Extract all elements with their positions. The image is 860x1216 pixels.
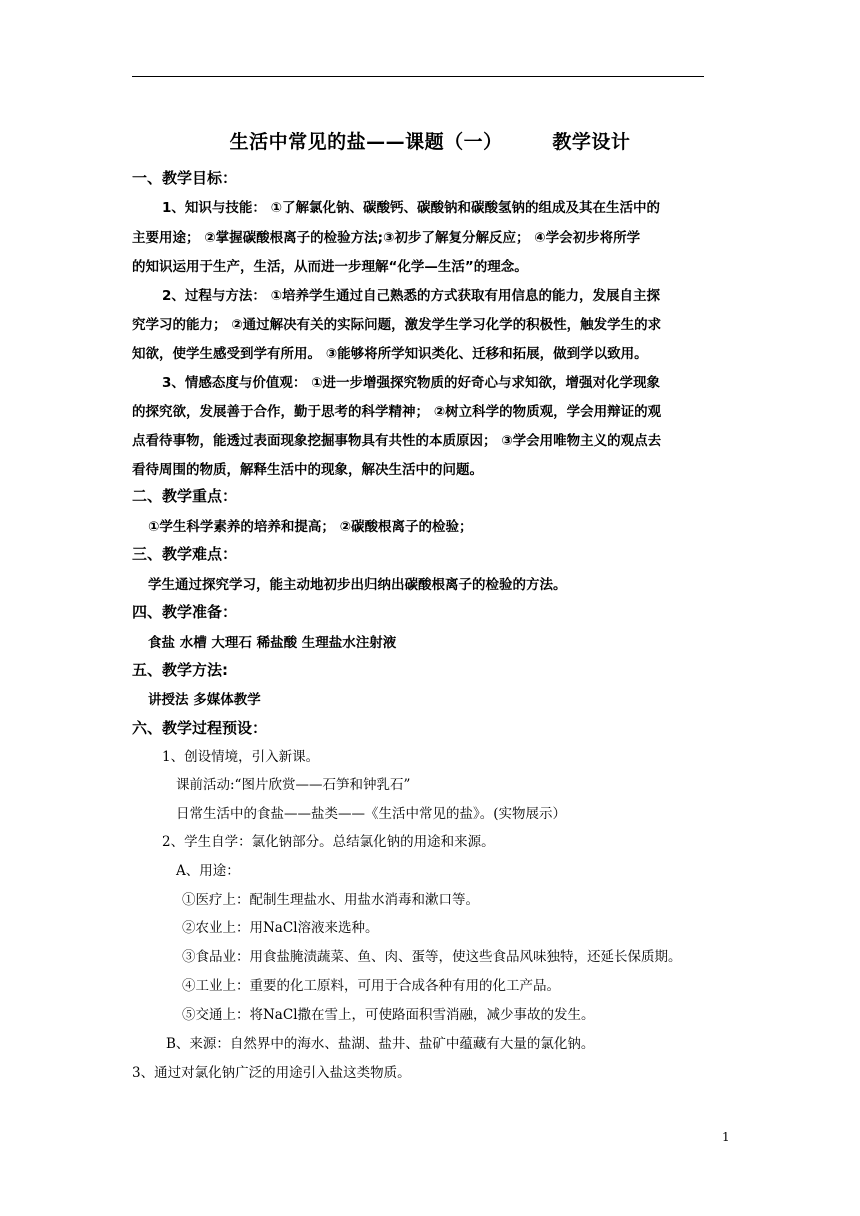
paragraph-line: 1、知识与技能： ①了解氯化钠、碳酸钙、碳酸钠和碳酸氢钠的组成及其在生活中的 <box>162 200 661 216</box>
paragraph-line: 学生通过探究学习，能主动地初步出归纳出碳酸根离子的检验的方法。 <box>148 577 567 593</box>
section-heading-objectives: 一、教学目标： <box>132 169 238 187</box>
header-rule <box>132 76 704 77</box>
paragraph-line: 2、过程与方法： ①培养学生通过自己熟悉的方式获取有用信息的能力，发展自主探 <box>162 288 661 304</box>
page-number: 1 <box>722 1130 730 1144</box>
section-heading-methods: 五、教学方法: <box>132 661 228 679</box>
section-heading-preparation: 四、教学准备： <box>132 603 238 621</box>
paragraph-line: 的探究欲，发展善于合作，勤于思考的科学精神； ②树立科学的物质观，学会用辩证的观 <box>132 404 662 420</box>
paragraph-line: ⑤交通上：将NaCl撒在雪上，可使路面积雪消融，减少事故的发生。 <box>182 1007 595 1023</box>
paragraph-line: A、用途： <box>176 863 240 879</box>
paragraph-line: 1、创设情境，引入新课。 <box>162 749 320 765</box>
paragraph-line: 讲授法 多媒体教学 <box>148 692 261 708</box>
paragraph-line: 食盐 水槽 大理石 稀盐酸 生理盐水注射液 <box>148 635 397 651</box>
section-heading-process: 六、教学过程预设： <box>132 719 268 737</box>
paragraph-line: 3、情感态度与价值观： ①进一步增强探究物质的好奇心与求知欲，增强对化学现象 <box>162 375 661 391</box>
paragraph-line: 3、通过对氯化钠广泛的用途引入盐这类物质。 <box>132 1065 411 1081</box>
paragraph-line: 2、学生自学：氯化钠部分。总结氯化钠的用途和来源。 <box>162 834 495 850</box>
paragraph-line: 的知识运用于生产，生活，从而进一步理解“化学—生活”的理念。 <box>132 259 528 275</box>
section-heading-difficulties: 三、教学难点： <box>132 545 238 563</box>
paragraph-line: 主要用途； ②掌握碳酸根离子的检验方法;③初步了解复分解反应； ④学会初步将所学 <box>132 230 641 246</box>
paragraph-line: 点看待事物，能透过表面现象挖掘事物具有共性的本质原因； ③学会用唯物主义的观点去 <box>132 433 662 449</box>
paragraph-line: 日常生活中的食盐——盐类——《生活中常见的盐》。(实物展示） <box>176 806 567 822</box>
paragraph-line: ③食品业：用食盐腌渍蔬菜、鱼、肉、蛋等，使这些食品风味独特，还延长保质期。 <box>182 949 682 965</box>
document-title: 生活中常见的盐——课题（一） 教学设计 <box>229 131 631 153</box>
paragraph-line: 知欲，使学生感受到学有所用。 ③能够将所学知识类化、迁移和拓展，做到学以致用。 <box>132 346 648 362</box>
paragraph-line: ①学生科学素养的培养和提高； ②碳酸根离子的检验； <box>148 519 473 535</box>
paragraph-line: ②农业上：用NaCl溶液来选种。 <box>182 920 379 936</box>
paragraph-line: ④工业上：重要的化工原料，可用于合成各种有用的化工产品。 <box>182 978 560 994</box>
paragraph-line: B、来源：自然界中的海水、盐湖、盐井、盐矿中蕴藏有大量的氯化钠。 <box>166 1036 595 1052</box>
paragraph-line: 课前活动:“图片欣赏——石笋和钟乳石” <box>176 777 411 793</box>
paragraph-line: 究学习的能力； ②通过解决有关的实际问题，激发学生学习化学的积极性，触发学生的求 <box>132 317 662 333</box>
paragraph-line: 看待周围的物质，解释生活中的现象，解决生活中的问题。 <box>132 462 483 478</box>
paragraph-line: ①医疗上：配制生理盐水、用盐水消毒和漱口等。 <box>182 892 479 908</box>
section-heading-key-points: 二、教学重点： <box>132 487 238 505</box>
